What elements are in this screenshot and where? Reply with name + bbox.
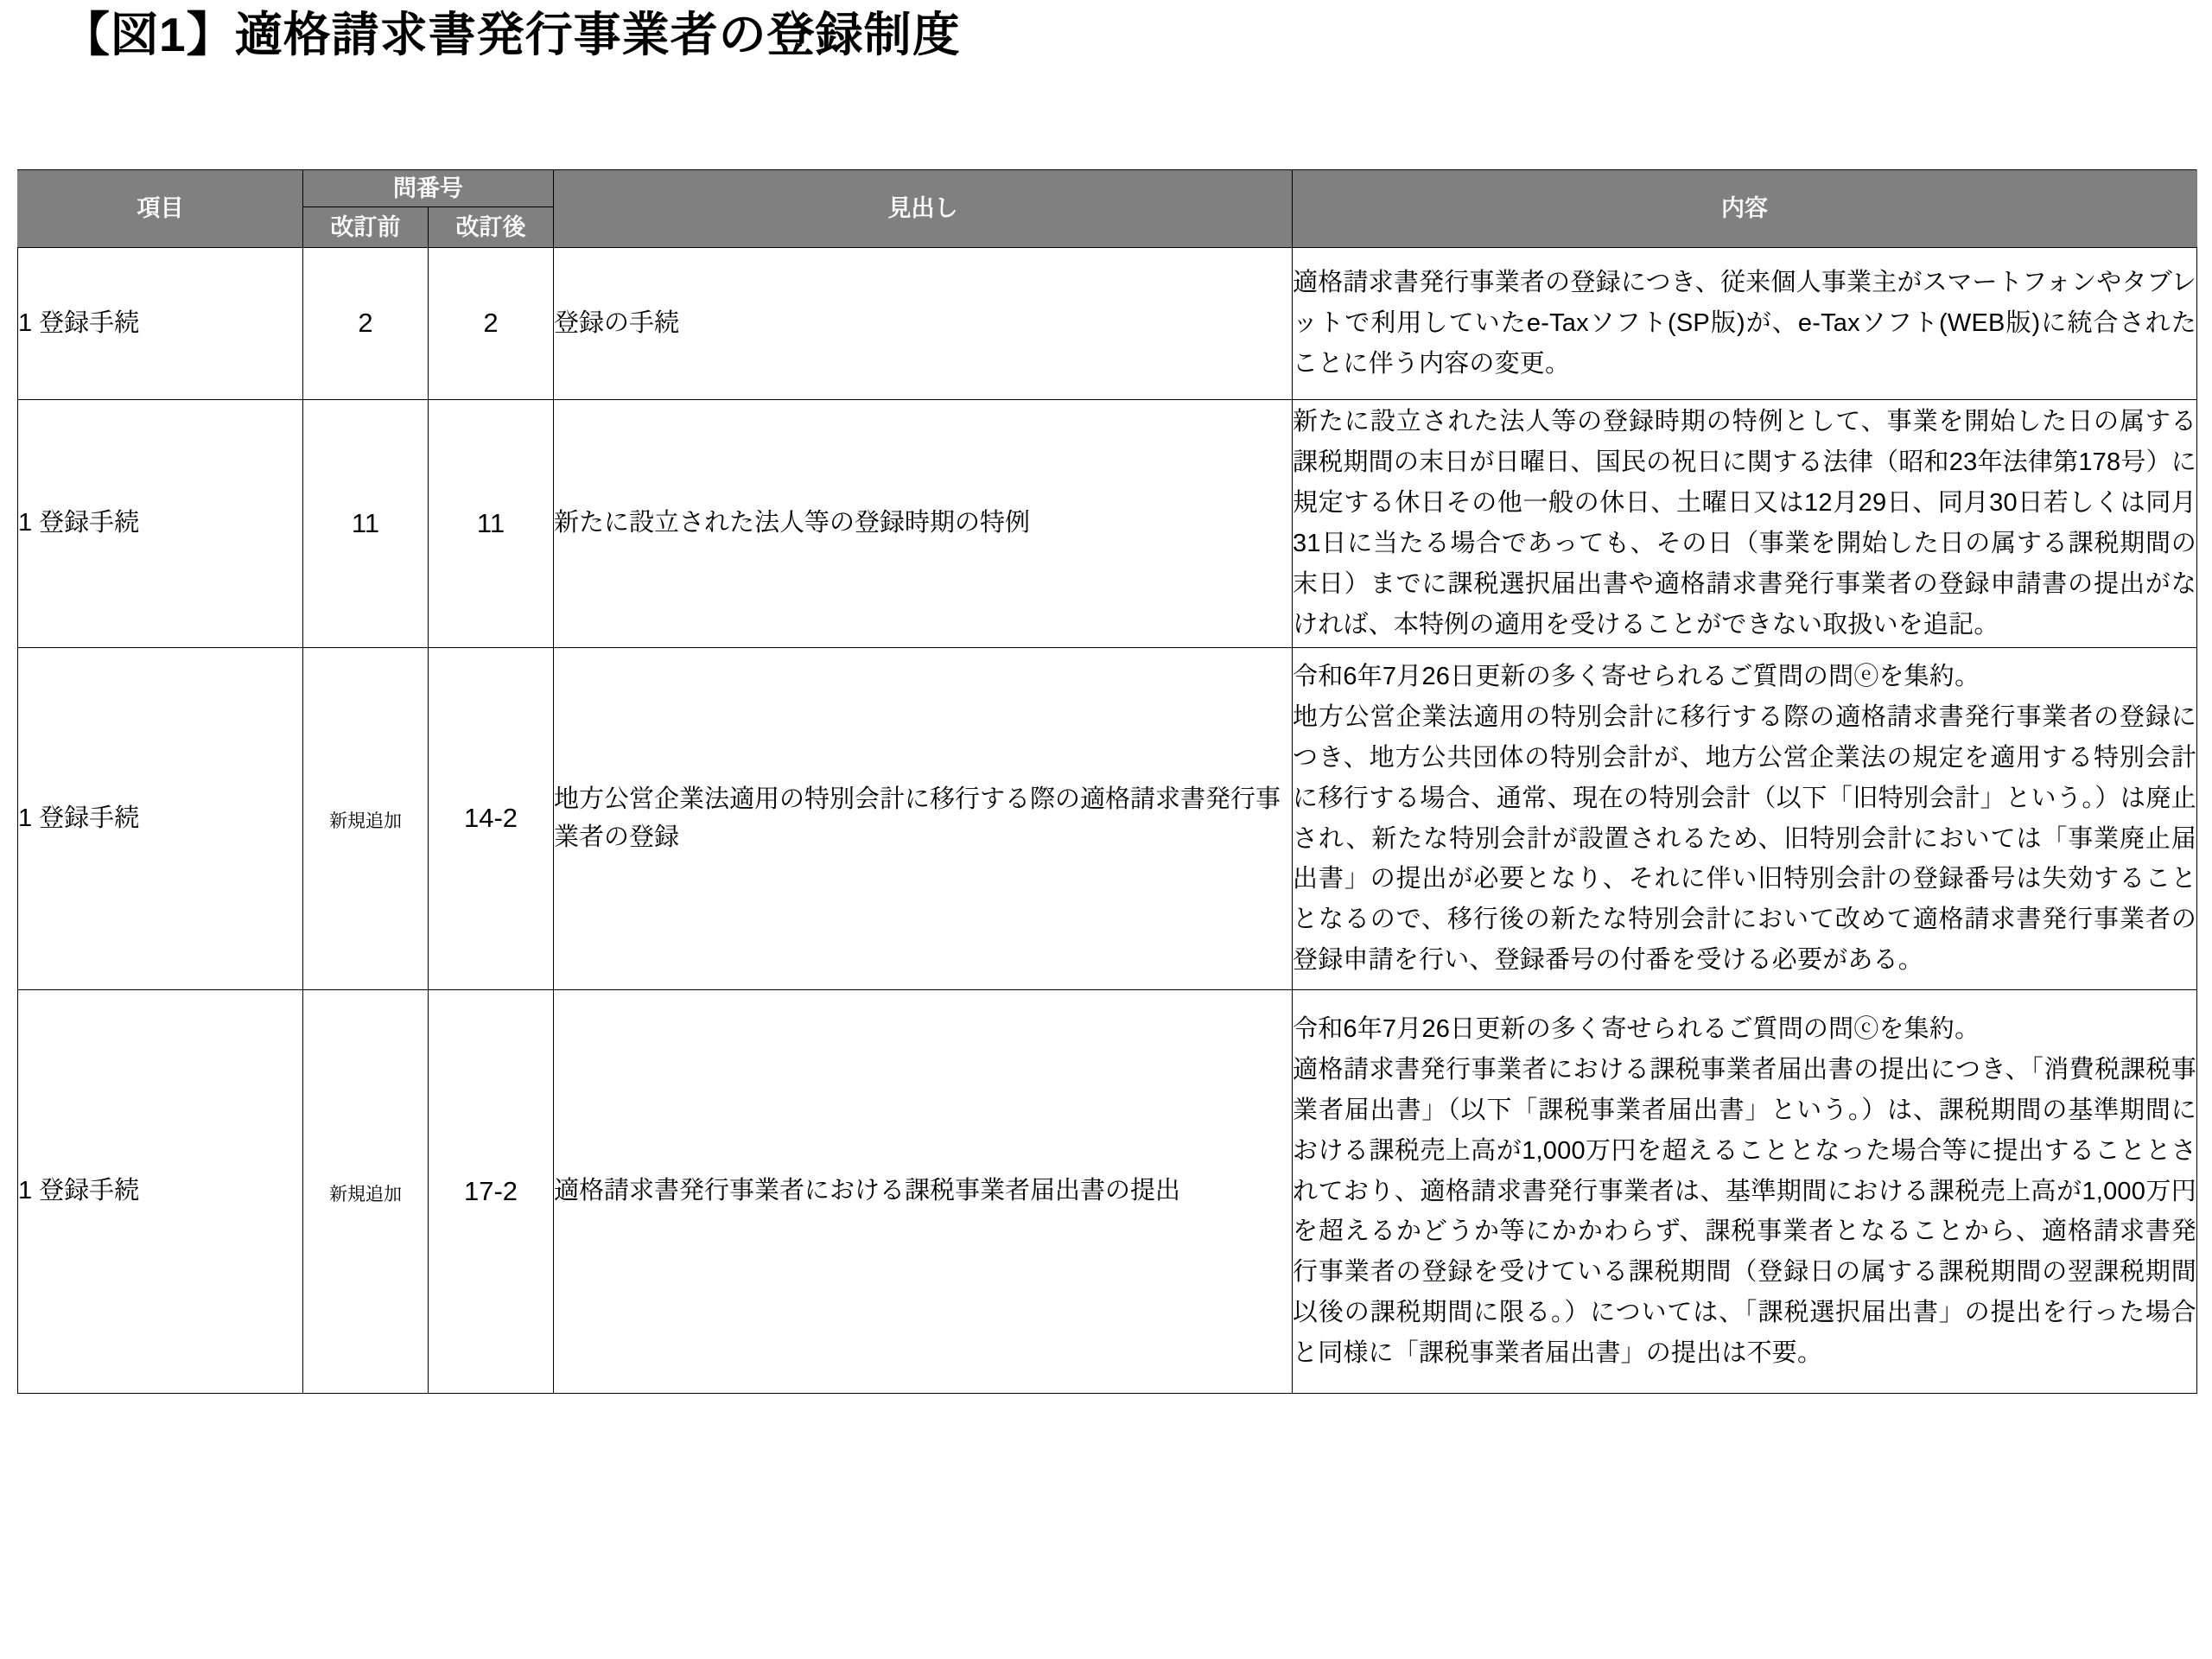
cell-content-text: 令和6年7月26日更新の多く寄せられるご質問の問ⓔを集約。 地方公営企業法適用の特別会計に移行する際の適格請求書発行事業者の登録につき、地方公共団体の特別会計が、地方公営企業法の規定を適用する特別会計に移行する場合、通常、現在の特別会計（以下「旧特別会計」という。）は廃止され、新たな特別会計が設置されるため、旧特別会計においては「事業廃止届出書」の提出が必要となり、それに伴い旧特別会計の登録番号は失効することとなるので、移行後の新たな特別会計において改めて適格請求書発行事業者の登録申請を行い、登録番号の付番を受ける必要がある。 <box>1293 662 2196 975</box>
cell-before-revision: 2 <box>303 248 429 400</box>
cell-heading: 新たに設立された法人等の登録時期の特例 <box>554 400 1293 648</box>
column-header-item: 項目 <box>18 170 303 248</box>
cell-after-revision: 14-2 <box>429 648 554 990</box>
cell-before-revision <box>303 648 429 990</box>
revision-table <box>17 169 2197 1394</box>
table-body <box>18 248 2197 1394</box>
cell-content <box>1293 990 2197 1394</box>
cell-heading: 登録の手続 <box>554 248 1293 400</box>
column-header-question-number: 問番号 <box>303 170 554 207</box>
column-header-content: 内容 <box>1293 170 2197 248</box>
new-addition-badge: 新規追加 <box>329 811 402 832</box>
cell-content <box>1293 248 2197 400</box>
column-header-after-revision: 改訂後 <box>429 207 554 248</box>
table-row <box>18 248 2197 400</box>
cell-after-revision: 17-2 <box>429 990 554 1394</box>
cell-item: 1 登録手続 <box>18 990 303 1394</box>
cell-item: 1 登録手続 <box>18 648 303 990</box>
cell-heading: 地方公営企業法適用の特別会計に移行する際の適格請求書発行事業者の登録 <box>554 648 1293 990</box>
cell-item: 1 登録手続 <box>18 248 303 400</box>
page-title: 【図1】適格請求書発行事業者の登録制度 <box>62 8 961 61</box>
table-header <box>18 170 2197 248</box>
cell-content <box>1293 400 2197 648</box>
table-row <box>18 990 2197 1394</box>
cell-after-revision: 11 <box>429 400 554 648</box>
cell-content <box>1293 648 2197 990</box>
cell-content-text: 令和6年7月26日更新の多く寄せられるご質問の問ⓒを集約。 適格請求書発行事業者における課税事業者届出書の提出につき、「消費税課税事業者届出書」（以下「課税事業者届出書」という。）は、課税期間の基準期間における課税売上高が1,000万円を超えることとなった場合等に提出することとされており、適格請求書発行事業者は、基準期間における課税売上高が1,000万円を超えるかどうか等にかかわらず、課税事業者となることから、適格請求書発行事業者の登録を受けている課税期間（登録日の属する課税期間の翌課税期間以後の課税期間に限る。）については、「課税選択届出書」の提出を行った場合と同様に「課税事業者届出書」の提出は不要。 <box>1293 1014 2196 1368</box>
column-header-heading: 見出し <box>554 170 1293 248</box>
column-header-before-revision: 改訂前 <box>303 207 429 248</box>
revision-table-wrapper <box>17 169 2196 1394</box>
cell-after-revision: 2 <box>429 248 554 400</box>
cell-before-revision <box>303 990 429 1394</box>
cell-content-text: 適格請求書発行事業者の登録につき、従来個人事業主がスマートフォンやタブレットで利用していたe-Taxソフト(SP版)が、e-Taxソフト(WEB版)に統合されたことに伴う内容の変更。 <box>1293 269 2196 378</box>
new-addition-badge: 新規追加 <box>329 1184 402 1205</box>
table-row <box>18 400 2197 648</box>
table-row <box>18 648 2197 990</box>
cell-heading: 適格請求書発行事業者における課税事業者届出書の提出 <box>554 990 1293 1394</box>
cell-content-text: 新たに設立された法人等の登録時期の特例として、事業を開始した日の属する課税期間の末日が日曜日、国民の祝日に関する法律（昭和23年法律第178号）に規定する休日その他一般の休日、土曜日又は12月29日、同月30日若しくは同月31日に当たる場合であっても、その日（事業を開始した日の属する課税期間の末日）までに課税選択届出書や適格請求書発行事業者の登録申請書の提出がなければ、本特例の適用を受けることができない取扱いを追記。 <box>1293 408 2196 639</box>
cell-before-revision: 11 <box>303 400 429 648</box>
cell-item: 1 登録手続 <box>18 400 303 648</box>
